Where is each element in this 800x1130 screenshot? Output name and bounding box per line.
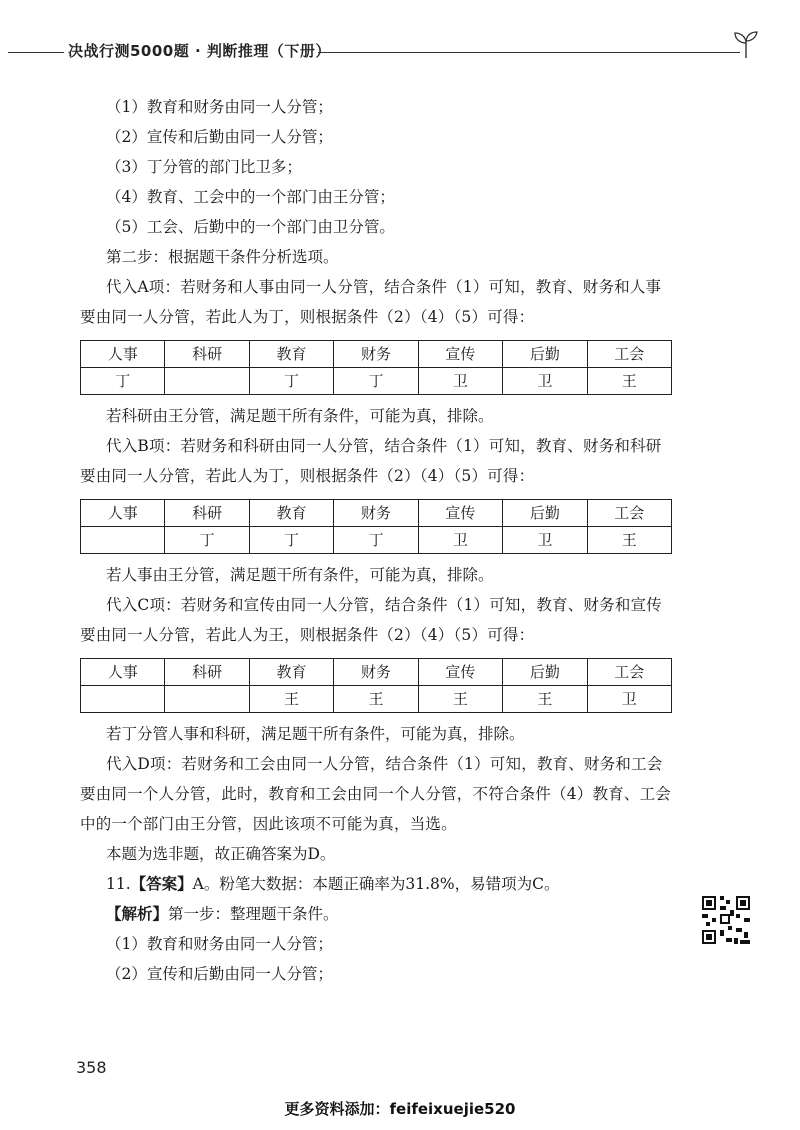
table-cell: 工会 [587,500,671,527]
analysis-line [80,899,680,929]
table-cell [81,527,165,554]
table-cell: 后勤 [503,659,587,686]
table-cell: 卫 [503,527,587,554]
table-cell: 人事 [81,500,165,527]
table-cell: 人事 [81,341,165,368]
table-cell: 宣传 [418,500,502,527]
condition-5: （5）工会、后勤中的一个部门由卫分管。 [106,218,395,236]
condition-3: （3）丁分管的部门比卫多； [106,158,302,176]
table-cell: 丁 [165,527,249,554]
table-cell: 王 [503,686,587,713]
table-cell: 王 [587,368,671,395]
table-header-row [81,341,672,368]
table-cell: 财务 [334,341,418,368]
option-b-text: 代入B项：若财务和科研由同一人分管，结合条件（1）可知，教育、财务和科研要由同一人分管，若此人为丁，则根据条件（2）（4）（5）可得： [80,437,662,485]
option-a-table [80,340,672,395]
analysis-label: 【解析】 [106,904,169,923]
option-c-text: 代入C项：若财务和宣传由同一人分管，结合条件（1）可知，教育、财务和宣传要由同一人分管，若此人为王，则根据条件（2）（4）（5）可得： [80,596,662,644]
table-cell: 王 [334,686,418,713]
table-cell: 科研 [165,341,249,368]
option-c-table [80,658,672,713]
table-cell: 丁 [334,368,418,395]
header-rule-left [8,52,64,53]
table-cell: 王 [418,686,502,713]
table-cell: 科研 [165,500,249,527]
answer-number: 11. [106,875,131,893]
option-a-text: 代入A项：若财务和人事由同一人分管，结合条件（1）可知，教育、财务和人事要由同一人分管，若此人为丁，则根据条件（2）（4）（5）可得： [80,278,662,326]
table-cell: 丁 [81,368,165,395]
condition-1: （1）教育和财务由同一人分管； [106,98,333,116]
table-cell: 后勤 [503,341,587,368]
table-cell [81,686,165,713]
step-two: 第二步：根据题干条件分析选项。 [106,248,339,266]
option-a-conclusion: 若科研由王分管，满足题干所有条件，可能为真，排除。 [106,407,494,425]
table-cell: 卫 [587,686,671,713]
table-cell [165,686,249,713]
table-cell: 财务 [334,500,418,527]
table-cell: 卫 [418,368,502,395]
table-cell: 工会 [587,659,671,686]
footer-note: 更多资料添加：feifeixuejie520 [284,1100,516,1118]
table-cell: 丁 [334,527,418,554]
table-cell: 丁 [249,527,333,554]
table-cell: 宣传 [418,341,502,368]
table-header-row [81,659,672,686]
option-c-conclusion: 若丁分管人事和科研，满足题干所有条件，可能为真，排除。 [106,725,525,743]
option-b-conclusion: 若人事由王分管，满足题干所有条件，可能为真，排除。 [106,566,494,584]
page-number: 358 [76,1058,107,1077]
book-title: 决战行测5000题 · 判断推理（下册） [68,42,331,60]
table-row [81,368,672,395]
sprout-icon [728,30,764,60]
option-b-table [80,499,672,554]
table-cell: 教育 [249,500,333,527]
running-header [0,36,800,66]
header-rule-right [318,52,740,53]
analysis-text: 第一步：整理题干条件。 [168,905,339,923]
table-row [81,527,672,554]
answer-text: A。粉笔大数据：本题正确率为31.8%，易错项为C。 [192,875,560,893]
table-cell: 工会 [587,341,671,368]
table-cell: 科研 [165,659,249,686]
table-cell: 卫 [503,368,587,395]
table-cell: 宣传 [418,659,502,686]
table-cell: 王 [249,686,333,713]
condition-1-repeat: （1）教育和财务由同一人分管； [106,935,333,953]
table-cell: 后勤 [503,500,587,527]
table-cell: 教育 [249,341,333,368]
table-cell: 财务 [334,659,418,686]
table-cell: 教育 [249,659,333,686]
table-cell: 卫 [418,527,502,554]
page-body [80,92,680,989]
qr-code-icon[interactable] [700,894,752,946]
option-d-text: 代入D项：若财务和工会由同一人分管，结合条件（1）可知，教育、财务和工会要由同一个人分管，此时，教育和工会由同一个人分管，不符合条件（4）教育、工会中的一个部门由王分管，因此该项不可能为真，当选。 [80,755,671,833]
table-cell: 王 [587,527,671,554]
answer-line [80,869,680,899]
condition-2-repeat: （2）宣传和后勤由同一人分管； [106,965,333,983]
table-row [81,686,672,713]
table-cell: 丁 [249,368,333,395]
summary-line: 本题为选非题，故正确答案为D。 [106,845,336,863]
table-cell: 人事 [81,659,165,686]
table-header-row [81,500,672,527]
answer-label: 【答案】 [130,874,193,893]
table-cell [165,368,249,395]
condition-4: （4）教育、工会中的一个部门由王分管； [106,188,395,206]
condition-2: （2）宣传和后勤由同一人分管； [106,128,333,146]
